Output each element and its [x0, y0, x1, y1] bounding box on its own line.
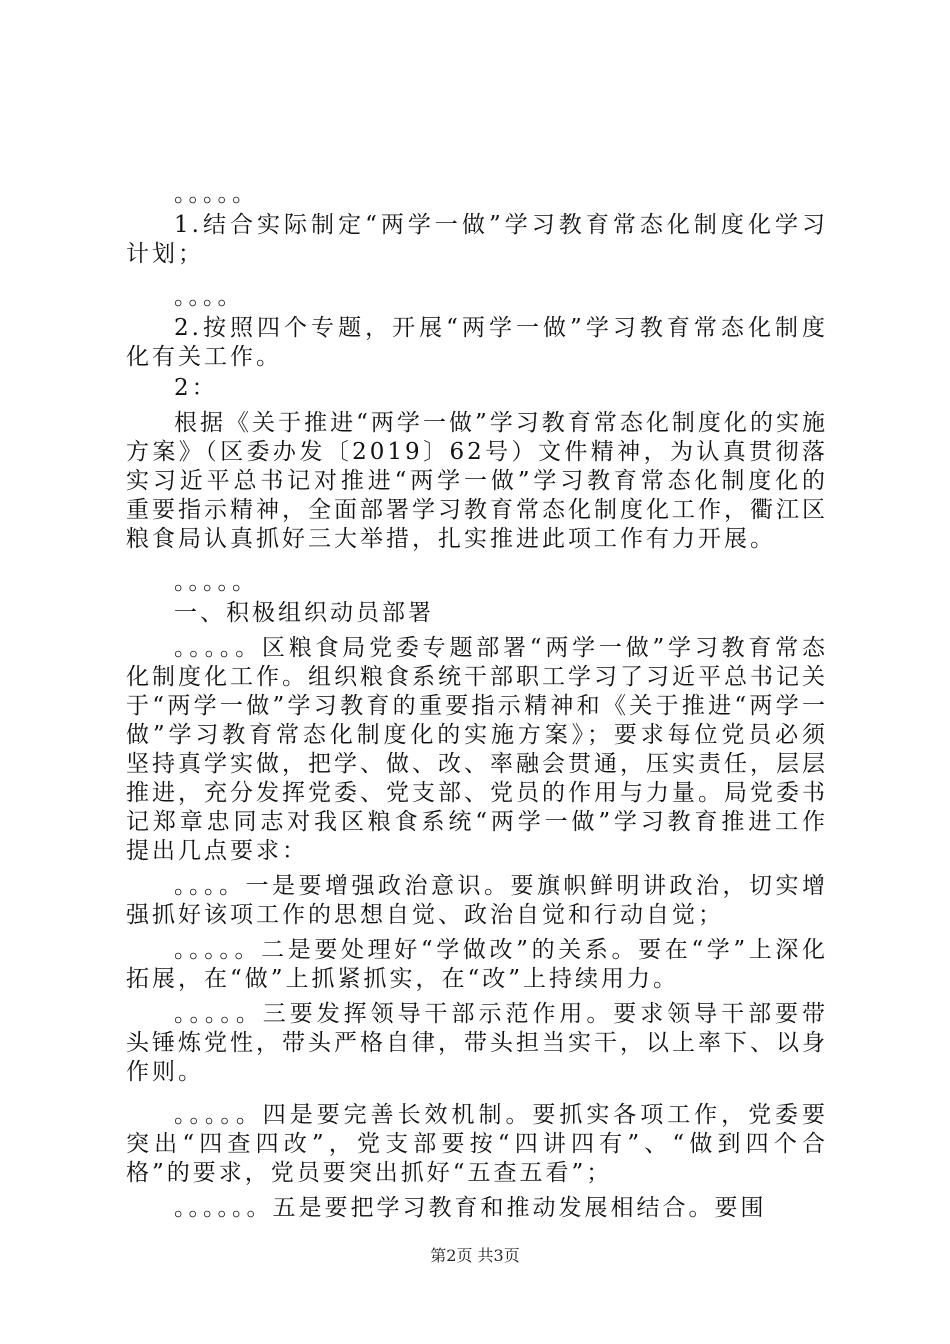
section-marker: 2：	[174, 375, 218, 401]
document-body	[126, 180, 828, 1223]
paragraph-item-2: 2.按照四个专题，开展“两学一做”学习教育常态化制度化有关工作。	[126, 315, 828, 370]
paragraph-requirement-2: 。。。。。二是要处理好“学做改”的关系。要在“学”上深化拓展，在“做”上抓紧抓实，在“改”上持续用力。	[126, 937, 828, 992]
paragraph-dots-3: 。。。。。	[174, 569, 258, 595]
paragraph-intro: 根据《关于推进“两学一做”学习教育常态化制度化的实施方案》（区委办发〔2019〕62号）文件精神，为认真贯彻落实习近平总书记对推进“两学一做”学习教育常态化制度化的重要指示精神，全面部署学习教育常态化制度化工作，衢江区粮食局认真抓好三大举措，扎实推进此项工作有力开展。	[126, 410, 828, 552]
paragraph-requirement-1: 。。。。一是要增强政治意识。要旗帜鲜明讲政治，切实增强抓好该项工作的思想自觉、政治自觉和行动自觉；	[126, 873, 828, 928]
page-number-footer: 第2页 共3页	[430, 1246, 520, 1265]
paragraph-requirement-5: 。。。。。。五是要把学习教育和推动发展相结合。要围	[174, 1195, 767, 1221]
paragraph-deployment: 。。。。。区粮食局党委专题部署“两学一做”学习教育常态化制度化工作。组织粮食系统干部职工学习了习近平总书记关于“两学一做”学习教育的重要指示精神和《关于推进“两学一做”学习教育常态化制度化的实施方案》；要求每位党员必须坚持真学实做，把学、做、改、率融会贯通，压实责任，层层推进，充分发挥党委、党支部、党员的作用与力量。局党委书记郑章忠同志对我区粮食系统“两学一做”学习教育推进工作提出几点要求：	[126, 635, 828, 864]
paragraph-item-1: 1.结合实际制定“两学一做”学习教育常态化制度化学习计划；	[126, 212, 828, 267]
paragraph-dots-2: 。。。。	[174, 284, 244, 310]
paragraph-requirement-4: 。。。。。四是要完善长效机制。要抓实各项工作，党委要突出“四查四改”，党支部要按“四讲四有”、“做到四个合格”的要求，党员要突出抓好“五查五看”；	[126, 1102, 828, 1186]
paragraph-requirement-3: 。。。。。三要发挥领导干部示范作用。要求领导干部要带头锤炼党性，带头严格自律，带头担当实干，以上率下、以身作则。	[126, 1001, 828, 1085]
paragraph-dots-1: 。。。。。	[174, 181, 258, 207]
section-heading: 一、积极组织动员部署	[174, 600, 434, 626]
